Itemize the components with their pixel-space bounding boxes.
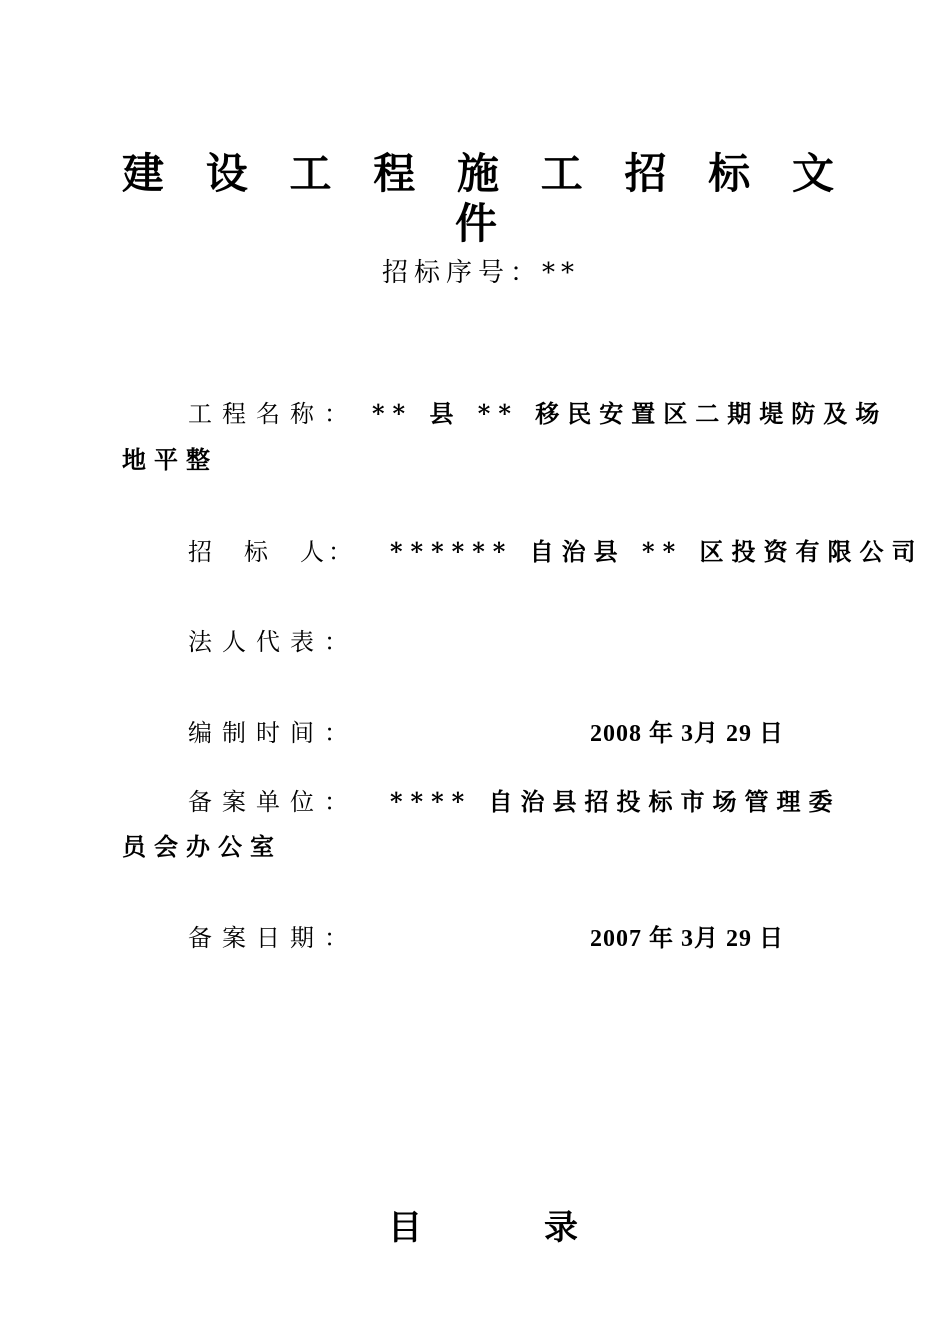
tenderer-label: 招 标 人： xyxy=(188,538,356,566)
project-name-value-continued: 地平整 xyxy=(122,445,218,474)
table-of-contents-heading: 目 xyxy=(388,1208,422,1248)
filing-unit-label: 备案单位： xyxy=(188,788,358,816)
compile-date-label: 编制时间： xyxy=(188,719,358,747)
compile-date-value: 2008 年 3月 29 日 xyxy=(590,721,784,747)
project-name-value: ** 县 ** 移民安置区二期堤防及场 xyxy=(372,399,888,428)
project-name-label: 工程名称： xyxy=(188,400,358,428)
filing-unit-value-continued: 员会办公室 xyxy=(122,832,282,861)
filing-unit-value: **** 自治县招投标市场管理委 xyxy=(390,787,841,816)
tender-serial-number: 招标序号：** xyxy=(382,258,581,288)
filing-date-value: 2007 年 3月 29 日 xyxy=(590,926,784,952)
document-title: 建设工程施工招标文 xyxy=(122,149,834,198)
document-title-continued: 件 xyxy=(455,199,498,248)
tenderer-value: ****** 自治县 ** 区投资有限公司 xyxy=(390,537,924,566)
table-of-contents-heading-second: 录 xyxy=(544,1208,578,1248)
filing-date-label: 备案日期： xyxy=(188,924,358,952)
legal-representative-label: 法人代表： xyxy=(188,628,358,656)
